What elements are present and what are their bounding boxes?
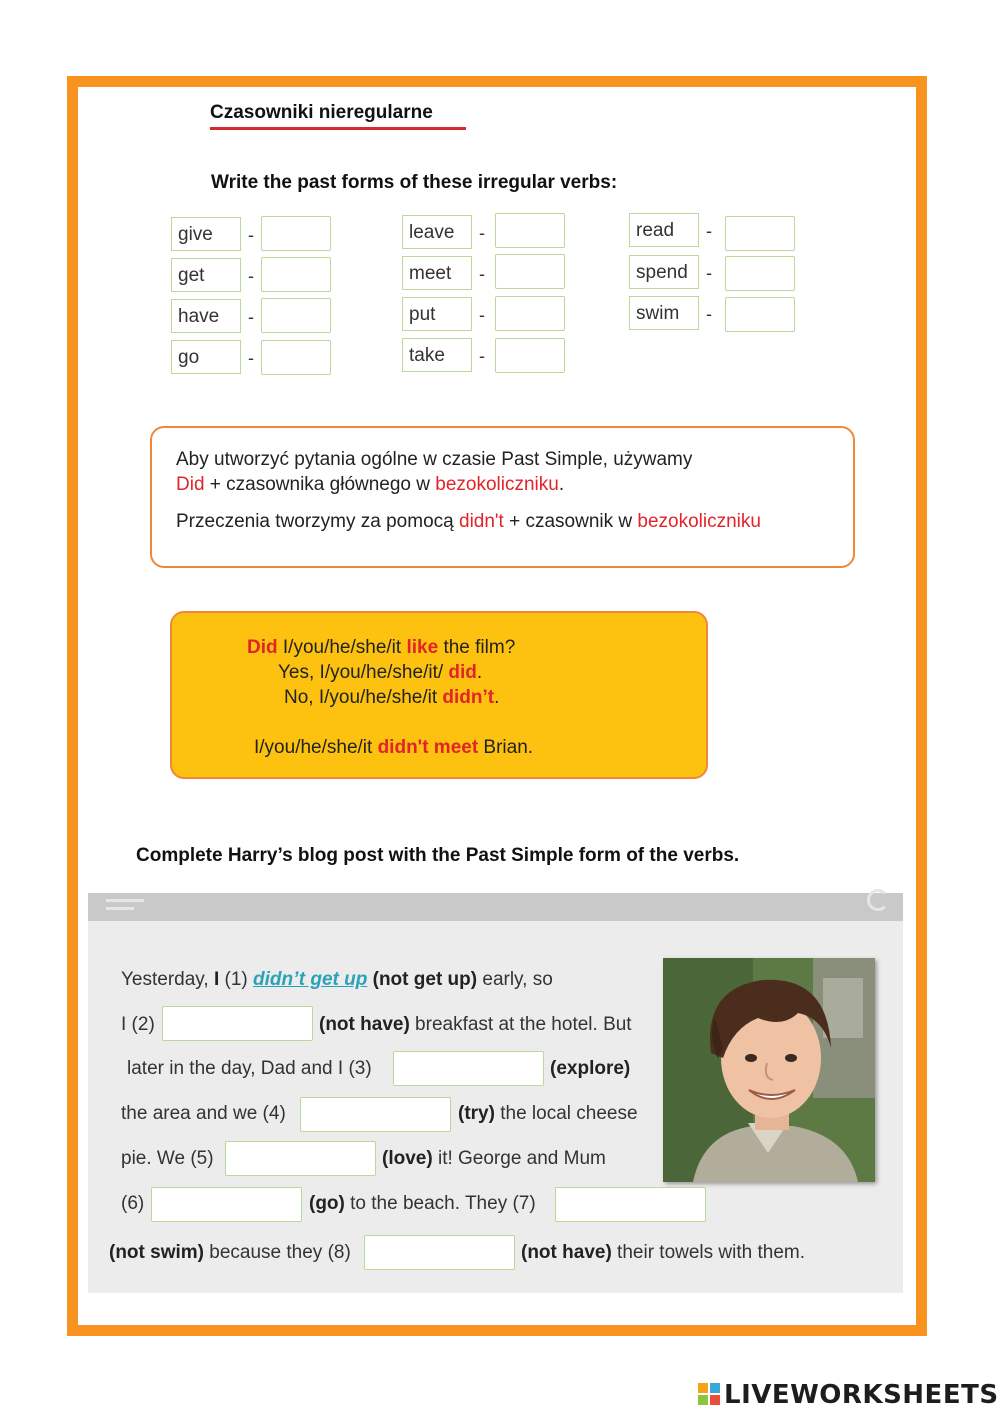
answer-input-get[interactable] bbox=[261, 257, 331, 292]
blog-line-2-start: I (2) bbox=[121, 1014, 155, 1035]
verb-spend: spend bbox=[629, 255, 699, 289]
example-no-didnt: didn’t bbox=[442, 687, 495, 708]
example-no-start: No, I/you/he/she/it bbox=[284, 687, 443, 708]
example-like: like bbox=[406, 637, 439, 658]
dash: - bbox=[248, 225, 254, 245]
example-no bbox=[284, 687, 499, 709]
rule-line-3 bbox=[176, 511, 761, 533]
dash: - bbox=[479, 346, 485, 366]
rule-line-2 bbox=[176, 474, 564, 496]
blank-input-3[interactable] bbox=[393, 1051, 544, 1086]
rule-infinitive-word-2: bezokoliczniku bbox=[637, 511, 761, 532]
example-yes-end: . bbox=[476, 662, 483, 683]
harry-photo bbox=[663, 958, 875, 1182]
answer-input-go[interactable] bbox=[261, 340, 331, 375]
dash: - bbox=[248, 307, 254, 327]
answer-input-swim[interactable] bbox=[725, 297, 795, 332]
example-answer: didn’t get up bbox=[253, 969, 368, 990]
answer-input-put[interactable] bbox=[495, 296, 565, 331]
blog-line-5-start: pie. We (5) bbox=[121, 1148, 214, 1169]
dash: - bbox=[706, 304, 712, 324]
dash: - bbox=[248, 348, 254, 368]
verb-hint-1: (not get up) bbox=[372, 969, 478, 990]
rule-line-1-text: Aby utworzyć pytania ogólne w czasie Past Simple, używamy bbox=[176, 449, 693, 470]
title-underline bbox=[210, 127, 466, 130]
rule-line-1 bbox=[176, 449, 692, 471]
grammar-rule-box bbox=[150, 426, 855, 568]
example-neg-end: Brian. bbox=[478, 737, 534, 758]
blog-text-bold: I bbox=[213, 969, 220, 990]
verb-read: read bbox=[629, 213, 699, 247]
answer-input-spend[interactable] bbox=[725, 256, 795, 291]
rule-didnt: didn't bbox=[459, 511, 504, 532]
blog-text: it! George and Mum bbox=[432, 1148, 606, 1169]
blog-text: to the beach. They (7) bbox=[344, 1193, 536, 1214]
blog-line-7-end bbox=[521, 1242, 805, 1264]
dash: - bbox=[248, 266, 254, 286]
blog-text: (1) bbox=[219, 969, 254, 990]
blog-line-3-end bbox=[550, 1058, 630, 1080]
example-yes bbox=[278, 662, 482, 684]
panel-toolbar bbox=[88, 893, 903, 921]
example-yes-did: did bbox=[448, 662, 477, 683]
blog-line-5-end bbox=[382, 1148, 606, 1170]
verb-hint-8: (not have) bbox=[521, 1242, 612, 1263]
blog-text: breakfast at the hotel. But bbox=[409, 1014, 632, 1035]
exercise1-instruction: Write the past forms of these irregular verbs: bbox=[211, 172, 618, 193]
verb-get: get bbox=[171, 258, 241, 292]
example-question bbox=[247, 637, 515, 659]
verb-hint-5: (love) bbox=[382, 1148, 433, 1169]
exercise2-instruction: Complete Harry’s blog post with the Past Simple form of the verbs. bbox=[136, 845, 740, 866]
blank-input-6[interactable] bbox=[151, 1187, 302, 1222]
blog-line-4-start: the area and we (4) bbox=[121, 1103, 286, 1124]
verb-hint-2: (not have) bbox=[319, 1014, 410, 1035]
rule-line-2-mid: + czasownika głównego w bbox=[204, 474, 436, 495]
blank-input-5[interactable] bbox=[225, 1141, 376, 1176]
blog-line-1 bbox=[121, 969, 553, 991]
dash: - bbox=[706, 221, 712, 241]
blank-input-8[interactable] bbox=[364, 1235, 515, 1270]
rule-did: Did bbox=[176, 474, 205, 495]
example-neg-verb: didn't meet bbox=[377, 737, 479, 758]
rule-line-3-start: Przeczenia tworzymy za pomocą bbox=[176, 511, 459, 532]
example-did: Did bbox=[247, 637, 278, 658]
verb-give: give bbox=[171, 217, 241, 251]
blog-line-6-end bbox=[309, 1193, 536, 1215]
example-neg-start: I/you/he/she/it bbox=[254, 737, 378, 758]
refresh-icon bbox=[867, 889, 889, 911]
dash: - bbox=[706, 263, 712, 283]
blank-input-2[interactable] bbox=[162, 1006, 313, 1041]
blank-input-7[interactable] bbox=[555, 1187, 706, 1222]
verb-swim: swim bbox=[629, 296, 699, 330]
menu-icon-line bbox=[106, 907, 134, 910]
verb-hint-3: (explore) bbox=[550, 1058, 631, 1079]
example-question-end: the film? bbox=[438, 637, 516, 658]
example-no-end: . bbox=[494, 687, 500, 708]
dash: - bbox=[479, 264, 485, 284]
blog-line-6-start: (6) bbox=[121, 1193, 145, 1214]
page-title: Czasowniki nieregularne bbox=[210, 102, 433, 123]
verb-take: take bbox=[402, 338, 472, 372]
verb-hint-6: (go) bbox=[309, 1193, 345, 1214]
example-yes-start: Yes, I/you/he/she/it/ bbox=[278, 662, 449, 683]
verb-go: go bbox=[171, 340, 241, 374]
verb-hint-7: (not swim) bbox=[109, 1242, 204, 1263]
verb-hint-4: (try) bbox=[458, 1103, 495, 1124]
example-negative bbox=[254, 737, 533, 759]
blog-text: early, so bbox=[477, 969, 553, 990]
example-subjects: I/you/he/she/it bbox=[277, 637, 407, 658]
blog-text: Yesterday, bbox=[121, 969, 214, 990]
answer-input-give[interactable] bbox=[261, 216, 331, 251]
blog-line-7-start bbox=[109, 1242, 351, 1264]
dash: - bbox=[479, 223, 485, 243]
liveworksheets-logo-icon bbox=[698, 1383, 720, 1405]
verb-meet: meet bbox=[402, 256, 472, 290]
liveworksheets-logo: LIVEWORKSHEETS bbox=[724, 1380, 999, 1410]
dash: - bbox=[479, 305, 485, 325]
blank-input-4[interactable] bbox=[300, 1097, 451, 1132]
verb-have: have bbox=[171, 299, 241, 333]
blog-text: because they (8) bbox=[204, 1242, 351, 1263]
harry-photo-illustration bbox=[663, 958, 875, 1182]
blog-line-3-start: later in the day, Dad and I (3) bbox=[127, 1058, 372, 1079]
blog-line-2-end bbox=[319, 1014, 632, 1036]
rule-line-3-mid: + czasownik w bbox=[503, 511, 638, 532]
answer-input-read[interactable] bbox=[725, 216, 795, 251]
verb-leave: leave bbox=[402, 215, 472, 249]
blog-text: their towels with them. bbox=[611, 1242, 806, 1263]
answer-input-meet[interactable] bbox=[495, 254, 565, 289]
answer-input-leave[interactable] bbox=[495, 213, 565, 248]
verb-put: put bbox=[402, 297, 472, 331]
blog-text: the local cheese bbox=[494, 1103, 638, 1124]
menu-icon bbox=[106, 899, 144, 902]
rule-line-2-end: . bbox=[558, 474, 565, 495]
answer-input-take[interactable] bbox=[495, 338, 565, 373]
blog-line-4-end bbox=[458, 1103, 638, 1125]
answer-input-have[interactable] bbox=[261, 298, 331, 333]
rule-infinitive-word: bezokoliczniku bbox=[435, 474, 559, 495]
